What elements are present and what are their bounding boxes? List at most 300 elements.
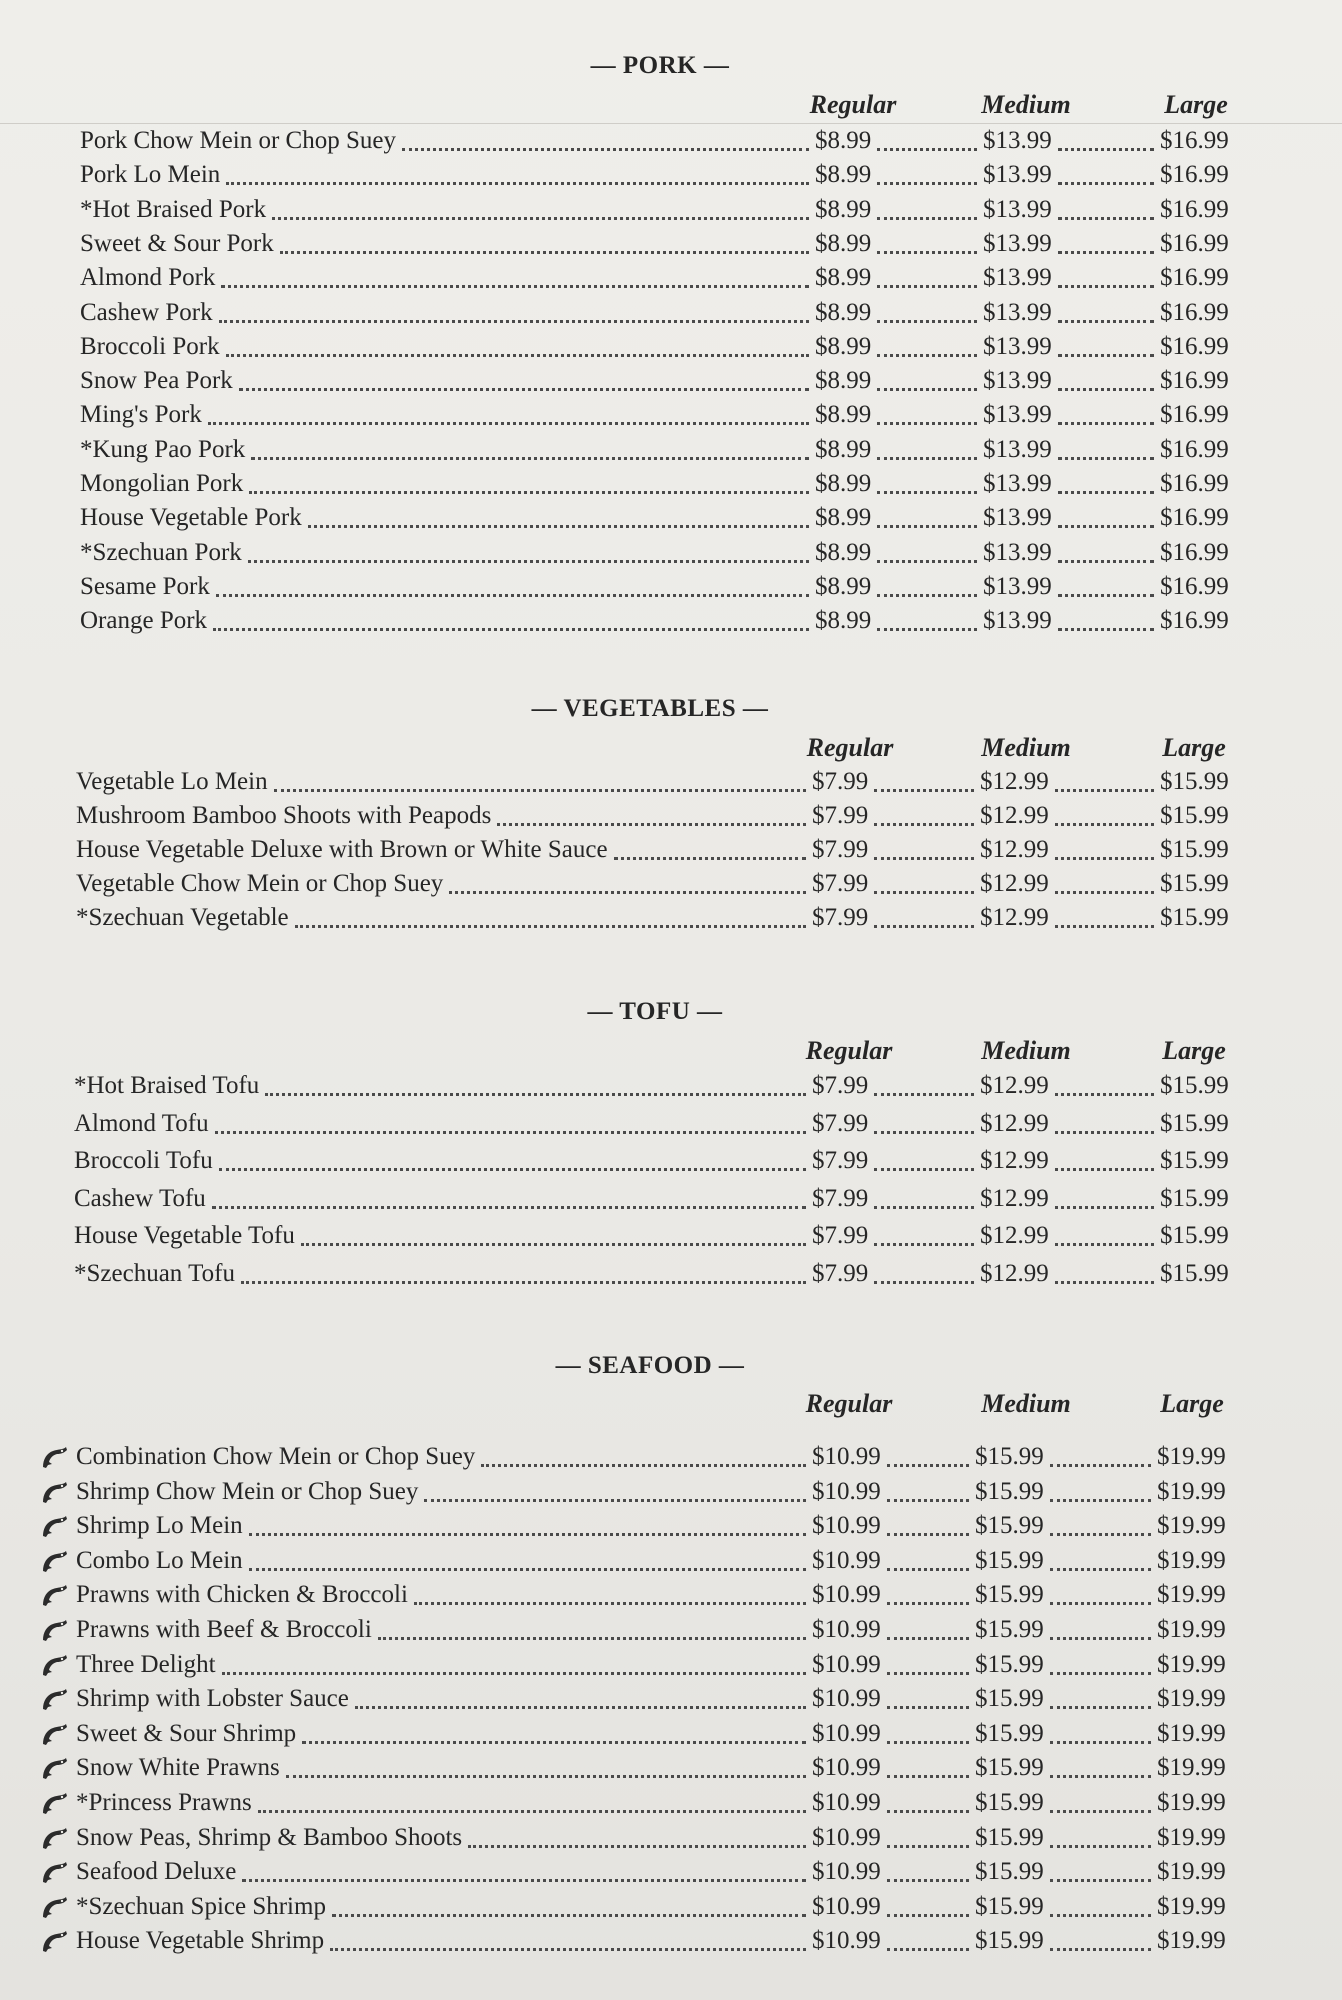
dot-leader — [1050, 1635, 1151, 1640]
item-name: *Szechuan Pork — [80, 538, 242, 566]
item-name: Sweet & Sour Pork — [80, 229, 274, 257]
dot-leader — [1050, 1600, 1151, 1605]
price-regular: $8.99 — [815, 195, 872, 223]
price-large: $19.99 — [1157, 1823, 1226, 1851]
price-medium: $13.99 — [983, 435, 1052, 463]
price-large: $19.99 — [1157, 1892, 1226, 1920]
price-medium: $13.99 — [983, 401, 1052, 429]
menu-item-row — [0, 1144, 1342, 1178]
menu-item-row — [0, 1257, 1342, 1291]
price-medium: $13.99 — [983, 332, 1052, 360]
dot-leader — [1058, 626, 1154, 631]
price-medium: $13.99 — [983, 572, 1052, 600]
dot-leader — [1050, 1808, 1151, 1813]
price-large: $19.99 — [1157, 1719, 1226, 1747]
dot-leader — [248, 558, 809, 563]
shrimp-icon — [40, 1929, 68, 1953]
menu-item-row — [0, 1107, 1342, 1141]
item-name: Shrimp with Lobster Sauce — [76, 1685, 349, 1713]
price-medium: $12.99 — [980, 1109, 1049, 1137]
column-header-regular: Regular — [805, 1389, 893, 1418]
dot-leader — [1055, 1279, 1154, 1284]
price-large: $19.99 — [1157, 1581, 1226, 1609]
dot-leader — [1058, 249, 1154, 254]
dot-leader — [874, 855, 974, 860]
dot-leader — [874, 1129, 974, 1134]
dot-leader — [378, 1635, 806, 1640]
dot-leader — [887, 1497, 969, 1502]
dot-leader — [481, 1462, 806, 1467]
price-regular: $8.99 — [815, 470, 872, 497]
price-regular: $7.99 — [812, 802, 869, 829]
item-name: *Szechuan Vegetable — [76, 904, 289, 931]
dot-leader — [887, 1531, 969, 1536]
dot-leader — [414, 1600, 806, 1605]
price-regular: $10.99 — [812, 1892, 881, 1920]
dot-leader — [249, 489, 809, 494]
price-medium: $13.99 — [983, 264, 1052, 292]
menu-item-row — [0, 1751, 1342, 1785]
dot-leader — [874, 821, 974, 826]
dot-leader — [1050, 1946, 1151, 1951]
price-medium: $13.99 — [983, 607, 1052, 635]
price-medium: $12.99 — [980, 904, 1049, 931]
dot-leader — [887, 1600, 969, 1605]
dot-leader — [402, 146, 809, 151]
item-name: *Szechuan Tofu — [74, 1259, 235, 1287]
item-name: *Hot Braised Tofu — [74, 1072, 260, 1099]
dot-leader — [1058, 352, 1154, 357]
shrimp-icon — [40, 1583, 68, 1607]
menu-item-row — [0, 799, 1342, 833]
item-name: Ming's Pork — [80, 401, 202, 429]
dot-leader — [887, 1635, 969, 1640]
dot-leader — [258, 1808, 806, 1813]
dot-leader — [877, 352, 977, 357]
item-name: Almond Tofu — [74, 1109, 209, 1137]
dot-leader — [887, 1912, 969, 1917]
dot-leader — [887, 1566, 969, 1571]
dot-leader — [1058, 386, 1154, 391]
price-regular: $8.99 — [815, 298, 872, 326]
price-regular: $10.99 — [812, 1927, 881, 1955]
dot-leader — [222, 1670, 806, 1675]
price-large: $19.99 — [1157, 1927, 1226, 1955]
menu-item-row — [0, 901, 1342, 935]
price-medium: $15.99 — [975, 1616, 1044, 1643]
price-large: $15.99 — [1160, 1109, 1229, 1137]
dot-leader — [241, 1279, 806, 1284]
price-regular: $10.99 — [812, 1546, 881, 1574]
dot-leader — [1050, 1739, 1151, 1744]
dot-leader — [216, 592, 809, 597]
shrimp-icon — [40, 1480, 68, 1504]
shrimp-icon — [40, 1549, 68, 1573]
item-name: House Vegetable Deluxe with Brown or White Sauce — [76, 836, 608, 863]
dot-leader — [497, 821, 806, 826]
dot-leader — [1050, 1773, 1151, 1778]
dot-leader — [1055, 821, 1154, 826]
dot-leader — [424, 1497, 806, 1502]
price-medium: $13.99 — [983, 367, 1052, 395]
menu-item-row — [0, 1182, 1342, 1216]
menu-item-row — [0, 1440, 1342, 1474]
price-medium: $13.99 — [983, 298, 1052, 326]
menu-item-row — [0, 193, 1342, 227]
menu-item-row — [0, 570, 1342, 604]
item-name: House Vegetable Shrimp — [76, 1927, 325, 1955]
shrimp-icon — [40, 1895, 68, 1919]
shrimp-icon — [40, 1722, 68, 1746]
shrimp-icon — [40, 1791, 68, 1815]
price-regular: $10.99 — [812, 1719, 881, 1747]
price-regular: $8.99 — [815, 504, 872, 532]
column-header-medium: Medium — [981, 733, 1071, 762]
dot-leader — [1055, 1129, 1154, 1134]
dot-leader — [887, 1808, 969, 1813]
price-large: $16.99 — [1160, 229, 1229, 257]
column-header-regular: Regular — [809, 90, 897, 119]
item-name: Snow Peas, Shrimp & Bamboo Shoots — [76, 1823, 463, 1851]
menu-item-row — [0, 1578, 1342, 1612]
price-large: $16.99 — [1160, 195, 1229, 223]
dot-leader — [1058, 283, 1154, 288]
price-large: $15.99 — [1160, 1072, 1229, 1099]
dot-leader — [1055, 1166, 1154, 1171]
dot-leader — [213, 626, 809, 631]
price-medium: $12.99 — [980, 802, 1049, 829]
dot-leader — [212, 1204, 806, 1209]
price-large: $15.99 — [1160, 768, 1229, 795]
column-header-large: Large — [1162, 1036, 1226, 1065]
dot-leader — [302, 1739, 806, 1744]
price-large: $19.99 — [1157, 1512, 1226, 1540]
item-name: House Vegetable Tofu — [74, 1222, 295, 1249]
dot-leader — [877, 420, 977, 425]
column-header-regular: Regular — [805, 1036, 893, 1065]
item-name: *Hot Braised Pork — [80, 195, 267, 223]
column-header-regular: Regular — [806, 733, 894, 762]
dot-leader — [887, 1462, 969, 1467]
price-medium: $12.99 — [980, 1259, 1049, 1287]
price-regular: $10.99 — [812, 1685, 881, 1713]
price-medium: $15.99 — [975, 1789, 1044, 1816]
dot-leader — [1055, 1204, 1154, 1209]
menu-item-row — [0, 867, 1342, 901]
shrimp-icon — [40, 1653, 68, 1677]
menu-item-row — [0, 296, 1342, 330]
item-name: Snow White Prawns — [76, 1754, 280, 1782]
menu-item-row — [0, 1682, 1342, 1716]
dot-leader — [874, 889, 974, 894]
price-large: $16.99 — [1160, 607, 1229, 635]
dot-leader — [251, 455, 809, 460]
price-regular: $7.99 — [812, 1109, 869, 1137]
section-title: — VEGETABLES — — [531, 695, 769, 722]
price-large: $15.99 — [1160, 870, 1229, 897]
price-regular: $7.99 — [812, 870, 869, 897]
dot-leader — [286, 1773, 806, 1778]
column-header-medium: Medium — [981, 90, 1071, 119]
price-medium: $13.99 — [983, 470, 1052, 497]
dot-leader — [1050, 1670, 1151, 1675]
dot-leader — [1055, 787, 1154, 792]
dot-leader — [1058, 420, 1154, 425]
menu-item-row — [0, 604, 1342, 638]
price-large: $16.99 — [1160, 332, 1229, 360]
price-regular: $8.99 — [815, 264, 872, 292]
dot-leader — [887, 1773, 969, 1778]
price-medium: $12.99 — [980, 768, 1049, 795]
dot-leader — [874, 1166, 974, 1171]
menu-item-row — [0, 364, 1342, 398]
item-name: *Kung Pao Pork — [80, 435, 246, 463]
menu-item-row — [0, 1219, 1342, 1253]
dot-leader — [1050, 1497, 1151, 1502]
price-regular: $8.99 — [815, 538, 872, 566]
price-regular: $8.99 — [815, 401, 872, 429]
dot-leader — [1055, 889, 1154, 894]
dot-leader — [1050, 1843, 1151, 1848]
price-large: $16.99 — [1160, 127, 1229, 154]
dot-leader — [874, 1204, 974, 1209]
price-regular: $7.99 — [812, 1072, 869, 1099]
dot-leader — [1050, 1566, 1151, 1571]
dot-leader — [874, 1091, 974, 1096]
price-regular: $10.99 — [812, 1858, 881, 1886]
menu-item-row — [0, 501, 1342, 535]
item-name: Pork Chow Mein or Chop Suey — [80, 127, 396, 154]
dot-leader — [468, 1843, 806, 1848]
item-name: Sweet & Sour Shrimp — [76, 1719, 297, 1747]
item-name: Pork Lo Mein — [80, 161, 221, 189]
price-regular: $8.99 — [815, 229, 872, 257]
item-name: Combination Chow Mein or Chop Suey — [76, 1443, 476, 1470]
menu-item-row — [0, 1475, 1342, 1509]
dot-leader — [887, 1739, 969, 1744]
dot-leader — [1058, 523, 1154, 528]
price-medium: $13.99 — [983, 161, 1052, 189]
dot-leader — [877, 592, 977, 597]
item-name: Vegetable Lo Mein — [76, 768, 268, 795]
price-large: $15.99 — [1160, 1259, 1229, 1287]
price-medium: $15.99 — [975, 1823, 1044, 1851]
dot-leader — [877, 626, 977, 631]
price-large: $15.99 — [1160, 1222, 1229, 1249]
dot-leader — [239, 386, 809, 391]
price-large: $16.99 — [1160, 401, 1229, 429]
price-medium: $12.99 — [980, 1147, 1049, 1174]
price-medium: $15.99 — [975, 1754, 1044, 1782]
menu-item-row — [0, 158, 1342, 192]
item-name: Combo Lo Mein — [76, 1546, 243, 1574]
dot-leader — [1050, 1462, 1151, 1467]
price-large: $16.99 — [1160, 367, 1229, 395]
price-large: $19.99 — [1157, 1546, 1226, 1574]
dot-leader — [1058, 146, 1154, 151]
section-title: — PORK — — [590, 52, 730, 79]
price-large: $15.99 — [1160, 1147, 1229, 1174]
item-name: House Vegetable Pork — [80, 504, 302, 532]
shrimp-icon — [40, 1445, 68, 1469]
price-regular: $8.99 — [815, 572, 872, 600]
menu-item-row — [0, 1890, 1342, 1924]
dot-leader — [330, 1946, 806, 1951]
dot-leader — [887, 1946, 969, 1951]
dot-leader — [215, 1129, 806, 1134]
price-regular: $10.99 — [812, 1443, 881, 1470]
price-regular: $7.99 — [812, 1184, 869, 1212]
price-medium: $15.99 — [975, 1685, 1044, 1713]
item-name: Mushroom Bamboo Shoots with Peapods — [76, 802, 492, 829]
price-medium: $13.99 — [983, 195, 1052, 223]
price-large: $19.99 — [1157, 1685, 1226, 1713]
dot-leader — [1058, 318, 1154, 323]
price-large: $16.99 — [1160, 264, 1229, 292]
dot-leader — [265, 1091, 806, 1096]
dot-leader — [1050, 1704, 1151, 1709]
dot-leader — [1058, 215, 1154, 220]
price-large: $16.99 — [1160, 572, 1229, 600]
dot-leader — [1050, 1912, 1151, 1917]
dot-leader — [874, 787, 974, 792]
dot-leader — [877, 558, 977, 563]
item-name: Seafood Deluxe — [76, 1858, 237, 1886]
dot-leader — [874, 1279, 974, 1284]
item-name: Mongolian Pork — [80, 470, 244, 497]
item-name: Shrimp Lo Mein — [76, 1512, 243, 1540]
menu-item-row — [0, 1717, 1342, 1751]
price-regular: $10.99 — [812, 1512, 881, 1540]
price-medium: $15.99 — [975, 1443, 1044, 1470]
price-regular: $7.99 — [812, 904, 869, 931]
item-name: Cashew Pork — [80, 298, 213, 326]
menu-item-row — [0, 536, 1342, 570]
menu-item-row — [0, 1786, 1342, 1820]
dot-leader — [877, 283, 977, 288]
price-regular: $8.99 — [815, 161, 872, 189]
dot-leader — [1058, 455, 1154, 460]
price-medium: $15.99 — [975, 1858, 1044, 1886]
dot-leader — [887, 1704, 969, 1709]
price-regular: $10.99 — [812, 1616, 881, 1643]
menu-item-row — [0, 1509, 1342, 1543]
price-large: $16.99 — [1160, 470, 1229, 497]
dot-leader — [874, 923, 974, 928]
price-large: $19.99 — [1157, 1443, 1226, 1470]
dot-leader — [1058, 592, 1154, 597]
dot-leader — [1055, 1241, 1154, 1246]
dot-leader — [242, 1877, 806, 1882]
dot-leader — [301, 1241, 806, 1246]
menu-item-row — [0, 1924, 1342, 1958]
item-name: Almond Pork — [80, 264, 216, 292]
item-name: Shrimp Chow Mein or Chop Suey — [76, 1477, 419, 1505]
shrimp-icon — [40, 1860, 68, 1884]
price-large: $19.99 — [1157, 1650, 1226, 1678]
dot-leader — [219, 1166, 806, 1171]
dot-leader — [1055, 1091, 1154, 1096]
item-name: Prawns with Beef & Broccoli — [76, 1616, 372, 1643]
menu-item-row — [0, 1648, 1342, 1682]
price-medium: $13.99 — [983, 504, 1052, 532]
price-large: $15.99 — [1160, 836, 1229, 863]
price-regular: $10.99 — [812, 1477, 881, 1505]
menu-item-row — [0, 833, 1342, 867]
dot-leader — [877, 215, 977, 220]
shrimp-icon — [40, 1618, 68, 1642]
price-medium: $15.99 — [975, 1927, 1044, 1955]
menu-item-row — [0, 1613, 1342, 1647]
column-header-medium: Medium — [981, 1036, 1071, 1065]
price-medium: $13.99 — [983, 538, 1052, 566]
dot-leader — [221, 283, 809, 288]
price-large: $16.99 — [1160, 435, 1229, 463]
dot-leader — [877, 523, 977, 528]
price-large: $16.99 — [1160, 538, 1229, 566]
price-regular: $10.99 — [812, 1581, 881, 1609]
menu-item-row — [0, 467, 1342, 501]
price-large: $19.99 — [1157, 1858, 1226, 1886]
price-medium: $12.99 — [980, 1222, 1049, 1249]
dot-leader — [226, 352, 809, 357]
section-title: — TOFU — — [587, 998, 723, 1025]
price-medium: $12.99 — [980, 1072, 1049, 1099]
item-name: Sesame Pork — [80, 572, 210, 600]
dot-leader — [887, 1670, 969, 1675]
price-regular: $8.99 — [815, 367, 872, 395]
price-medium: $15.99 — [975, 1650, 1044, 1678]
item-name: *Princess Prawns — [76, 1789, 252, 1816]
price-regular: $7.99 — [812, 836, 869, 863]
dot-leader — [1058, 489, 1154, 494]
price-large: $15.99 — [1160, 802, 1229, 829]
price-large: $15.99 — [1160, 904, 1229, 931]
dot-leader — [295, 923, 806, 928]
column-header-large: Large — [1162, 733, 1226, 762]
menu-item-row — [0, 1821, 1342, 1855]
dot-leader — [449, 889, 806, 894]
price-large: $19.99 — [1157, 1477, 1226, 1505]
dot-leader — [1050, 1531, 1151, 1536]
price-regular: $8.99 — [815, 332, 872, 360]
price-large: $15.99 — [1160, 1184, 1229, 1212]
item-name: Snow Pea Pork — [80, 367, 233, 395]
dot-leader — [355, 1704, 806, 1709]
menu-item-row — [0, 765, 1342, 799]
item-name: Broccoli Pork — [80, 332, 220, 360]
price-medium: $13.99 — [983, 127, 1052, 154]
dot-leader — [1055, 923, 1154, 928]
shrimp-icon — [40, 1756, 68, 1780]
item-name: Prawns with Chicken & Broccoli — [76, 1581, 408, 1609]
dot-leader — [1050, 1877, 1151, 1882]
section-title: — SEAFOOD — — [555, 1352, 745, 1379]
item-name: *Szechuan Spice Shrimp — [76, 1892, 326, 1920]
price-medium: $15.99 — [975, 1719, 1044, 1747]
dot-leader — [877, 146, 977, 151]
price-medium: $15.99 — [975, 1546, 1044, 1574]
menu-item-row — [0, 1069, 1342, 1103]
column-header-large: Large — [1160, 1389, 1224, 1418]
item-name: Three Delight — [76, 1650, 216, 1678]
dot-leader — [249, 1566, 806, 1571]
dot-leader — [877, 180, 977, 185]
dot-leader — [877, 386, 977, 391]
item-name: Broccoli Tofu — [74, 1147, 213, 1174]
dot-leader — [877, 455, 977, 460]
price-regular: $8.99 — [815, 127, 872, 154]
